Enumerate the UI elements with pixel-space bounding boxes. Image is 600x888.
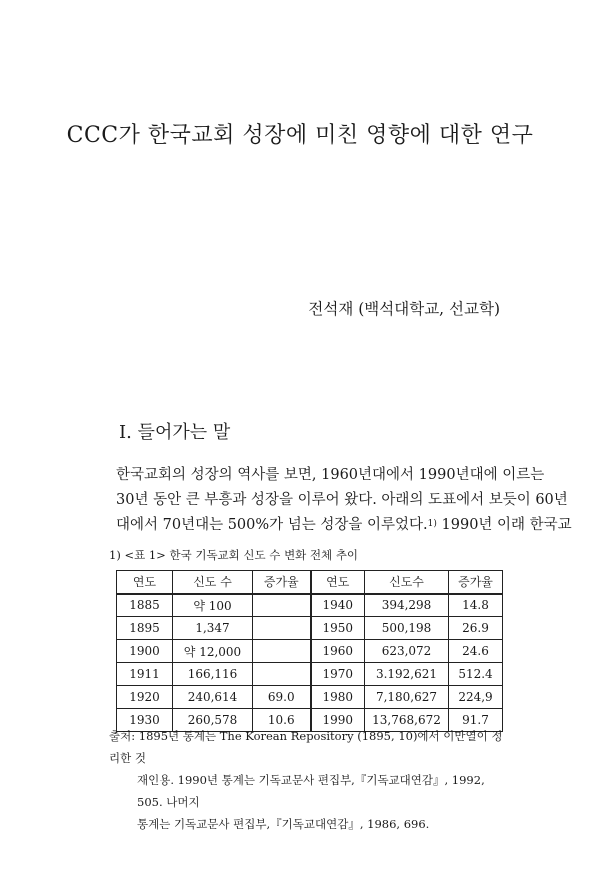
table-cell: 약 12,000 (173, 640, 253, 663)
paragraph-line-2: 30년 동안 큰 부흥과 성장을 이루어 왔다. 아래의 도표에서 보듯이 60년 (116, 492, 568, 508)
table-cell: 1980 (311, 686, 365, 709)
table-cell: 224,9 (449, 686, 503, 709)
table-cell: 1920 (117, 686, 173, 709)
table-cell: 623,072 (365, 640, 449, 663)
table-header-row (117, 571, 503, 594)
header-believers: 신도수 (365, 571, 449, 594)
table-cell: 1960 (311, 640, 365, 663)
table-cell: 1900 (117, 640, 173, 663)
table-cell (253, 663, 311, 686)
table-cell: 10.6 (253, 709, 311, 732)
source-note (109, 725, 509, 835)
table-cell: 394,298 (365, 594, 449, 617)
table-row (117, 640, 503, 663)
table-cell (253, 594, 311, 617)
table-cell: 1885 (117, 594, 173, 617)
table-cell: 1970 (311, 663, 365, 686)
table-cell: 1,347 (173, 617, 253, 640)
footnote-reference[interactable]: 1) (427, 519, 437, 529)
author-line: 전석재 (백석대학교, 선교학) (308, 300, 500, 318)
table-cell: 240,614 (173, 686, 253, 709)
paragraph-line-3-b: 1990년 이래 한국교 (436, 517, 572, 533)
table-row (117, 663, 503, 686)
table-cell: 1911 (117, 663, 173, 686)
paragraph-line-3-a: 대에서 70년대는 500%가 넘는 성장을 이루었다. (116, 517, 428, 533)
header-growth-rate: 증가율 (253, 571, 311, 594)
header-year: 연도 (117, 571, 173, 594)
table-cell: 약 100 (173, 594, 253, 617)
table-cell: 14.8 (449, 594, 503, 617)
table-cell (253, 617, 311, 640)
table-row (117, 617, 503, 640)
table-caption: 1) <표 1> 한국 기독교회 신도 수 변화 전체 추이 (109, 548, 359, 562)
table-cell: 7,180,627 (365, 686, 449, 709)
table-cell: 260,578 (173, 709, 253, 732)
table-cell: 1950 (311, 617, 365, 640)
table-cell: 1990 (311, 709, 365, 732)
header-believers: 신도 수 (173, 571, 253, 594)
paragraph-line-1: 한국교회의 성장의 역사를 보면, 1960년대에서 1990년대에 이르는 (116, 467, 545, 483)
header-growth-rate: 증가율 (449, 571, 503, 594)
table-cell: 91.7 (449, 709, 503, 732)
table-cell: 1940 (311, 594, 365, 617)
table-cell: 26.9 (449, 617, 503, 640)
source-line-2: 재인용. 1990년 통계는 기독교문사 편집부,『기독교대연감』, 1992, 505. 나머지 (137, 773, 485, 809)
paragraph-line-3 (116, 513, 572, 538)
table-cell: 500,198 (365, 617, 449, 640)
table-cell: 3.192,621 (365, 663, 449, 686)
source-line-3: 통계는 기독교문사 편집부,『기독교대연감』, 1986, 696. (137, 817, 430, 831)
table-cell: 69.0 (253, 686, 311, 709)
table-row (117, 686, 503, 709)
table-cell: 13,768,672 (365, 709, 449, 732)
page-title: CCC가 한국교회 성장에 미친 영향에 대한 연구 (66, 123, 534, 148)
church-membership-table (116, 570, 503, 732)
table-cell: 512.4 (449, 663, 503, 686)
table-cell (253, 640, 311, 663)
source-line-1: 출처: 1895년 통계는 The Korean Repository (1895, 10)에서 이만열이 정리한 것 (109, 729, 503, 765)
table-cell: 1895 (117, 617, 173, 640)
table-row (117, 594, 503, 617)
header-year: 연도 (311, 571, 365, 594)
table-cell: 166,116 (173, 663, 253, 686)
table-cell: 1930 (117, 709, 173, 732)
section-heading: I. 들어가는 말 (119, 422, 231, 443)
table-cell: 24.6 (449, 640, 503, 663)
